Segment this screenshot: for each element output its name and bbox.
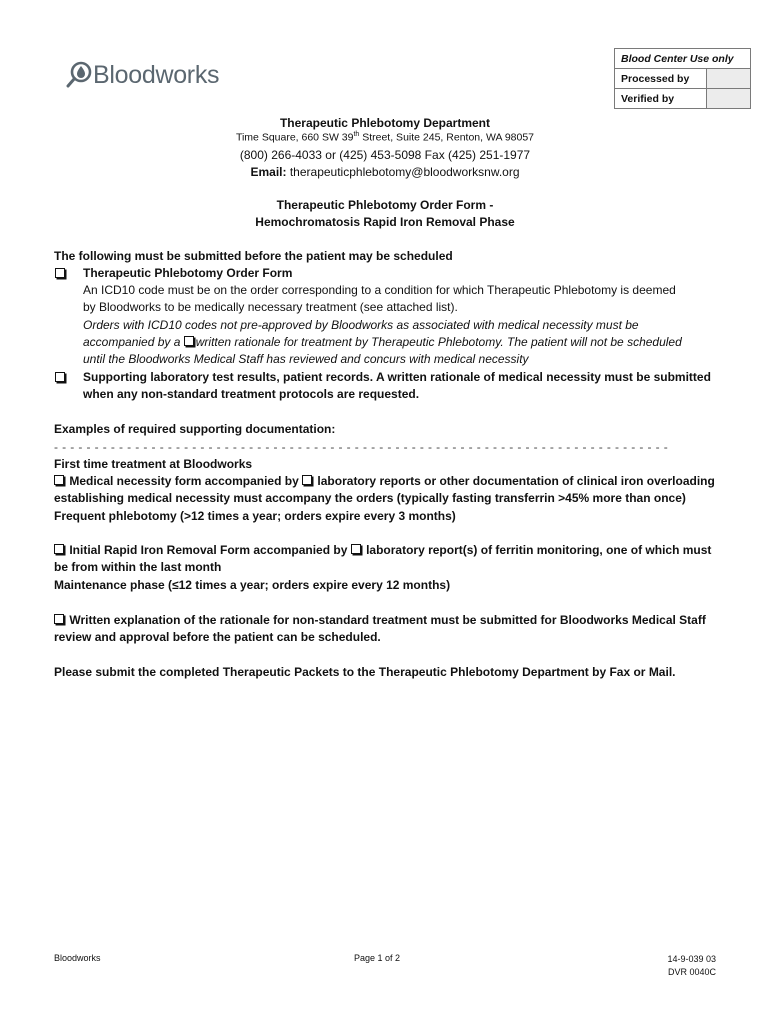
footer-doc-number: 14-9-039 03 [667, 954, 716, 964]
address: Time Square, 660 SW 39th Street, Suite 245, Renton, WA 98057 [235, 131, 535, 144]
maintenance-phase: Maintenance phase (≤12 times a year; orders expire every 12 months) [54, 578, 451, 592]
item2-line2: when any non-standard treatment protocols are requested. [83, 387, 420, 401]
checkbox-written-rationale[interactable] [184, 336, 194, 346]
magnifier-drop-icon [66, 60, 92, 90]
footer-org: Bloodworks [54, 953, 101, 963]
rapid-iron-line2: be from within the last month [54, 560, 222, 574]
email-line: Email: therapeuticphlebotomy@bloodworksnw.org [250, 165, 520, 179]
form-title: Therapeutic Phlebotomy Order Form - Hemochromatosis Rapid Iron Removal Phase [255, 198, 515, 229]
item1-line1: An ICD10 code must be on the order corresponding to a condition for which Therapeutic Phlebotomy is deemed [83, 283, 676, 297]
checkbox-medical-necessity[interactable] [54, 475, 64, 485]
checkbox-ferritin-report[interactable] [351, 544, 361, 554]
item1-italic1: Orders with ICD10 codes not pre-approved by Bloodworks as associated with medical necessity must be [83, 318, 639, 332]
medical-necessity-line1: Medical necessity form accompanied by laboratory reports or other documentation of clinical iron overloading [54, 473, 734, 490]
item1-italic3: until the Bloodworks Medical Staff has reviewed and concurs with medical necessity [83, 352, 529, 366]
footer-doc-codes [660, 953, 716, 979]
written-explanation-line2: review and approval before the patient can be scheduled. [54, 630, 381, 644]
item1-title: Therapeutic Phlebotomy Order Form [83, 266, 293, 280]
logo-wordmark: Bloodworks [93, 60, 220, 89]
checkbox-order-form[interactable] [55, 265, 67, 283]
examples-title: Examples of required supporting documentation: [54, 422, 336, 436]
email-address[interactable]: therapeuticphlebotomy@bloodworksnw.org [286, 165, 520, 179]
item1-line2: by Bloodworks to be medically necessary treatment (see attached list). [83, 300, 458, 314]
department-title: Therapeutic Phlebotomy Department [279, 116, 491, 130]
processed-by-field[interactable] [707, 69, 751, 89]
item1-italic2: accompanied by a written rationale for treatment by Therapeutic Phlebotomy. The patient will not be scheduled [83, 335, 682, 349]
verified-by-field[interactable] [707, 89, 751, 109]
first-time-heading: First time treatment at Bloodworks [54, 457, 253, 471]
checkbox-rapid-iron-form[interactable] [54, 544, 64, 554]
rapid-iron-line1: Initial Rapid Iron Removal Form accompanied by laboratory report(s) of ferritin monitoring, one of which must [54, 542, 734, 559]
processed-by-label: Processed by [615, 69, 707, 89]
blood-center-use-table [614, 48, 751, 109]
checkbox-supporting-lab[interactable] [55, 369, 67, 387]
medical-necessity-line2: establishing medical necessity must accompany the orders (typically fasting transferrin >45% more than once) [54, 491, 686, 505]
submit-instructions: Please submit the completed Therapeutic Packets to the Therapeutic Phlebotomy Department by Fax or Mail. [54, 665, 676, 679]
footer-page-number: Page 1 of 2 [354, 953, 401, 963]
checkbox-lab-reports[interactable] [302, 475, 312, 485]
checkbox-written-explanation[interactable] [54, 614, 64, 624]
frequent-phlebotomy: Frequent phlebotomy (>12 times a year; orders expire every 3 months) [54, 509, 456, 523]
dashed-separator: - - - - - - - - - - - - - - - - - - - - - - - - - - - - - - - - - - - - - - - - - - - - - - - - - - - - - - - - - - - - - - - - - - - - - - - - - - - - [54, 440, 669, 454]
item2-line1: Supporting laboratory test results, patient records. A written rationale of medical necessity must be submitted [83, 370, 711, 384]
footer-dvr-code: DVR 0040C [667, 967, 716, 977]
phone-fax: (800) 266-4033 or (425) 453-5098 Fax (425) 251-1977 [239, 148, 531, 162]
written-explanation-line1: Written explanation of the rationale for non-standard treatment must be submitted for Bloodworks Medical Staff [54, 612, 734, 629]
verified-by-label: Verified by [615, 89, 707, 109]
bloodworks-logo [66, 58, 219, 92]
requirements-intro: The following must be submitted before the patient may be scheduled [54, 249, 453, 263]
use-table-header: Blood Center Use only [615, 49, 751, 69]
